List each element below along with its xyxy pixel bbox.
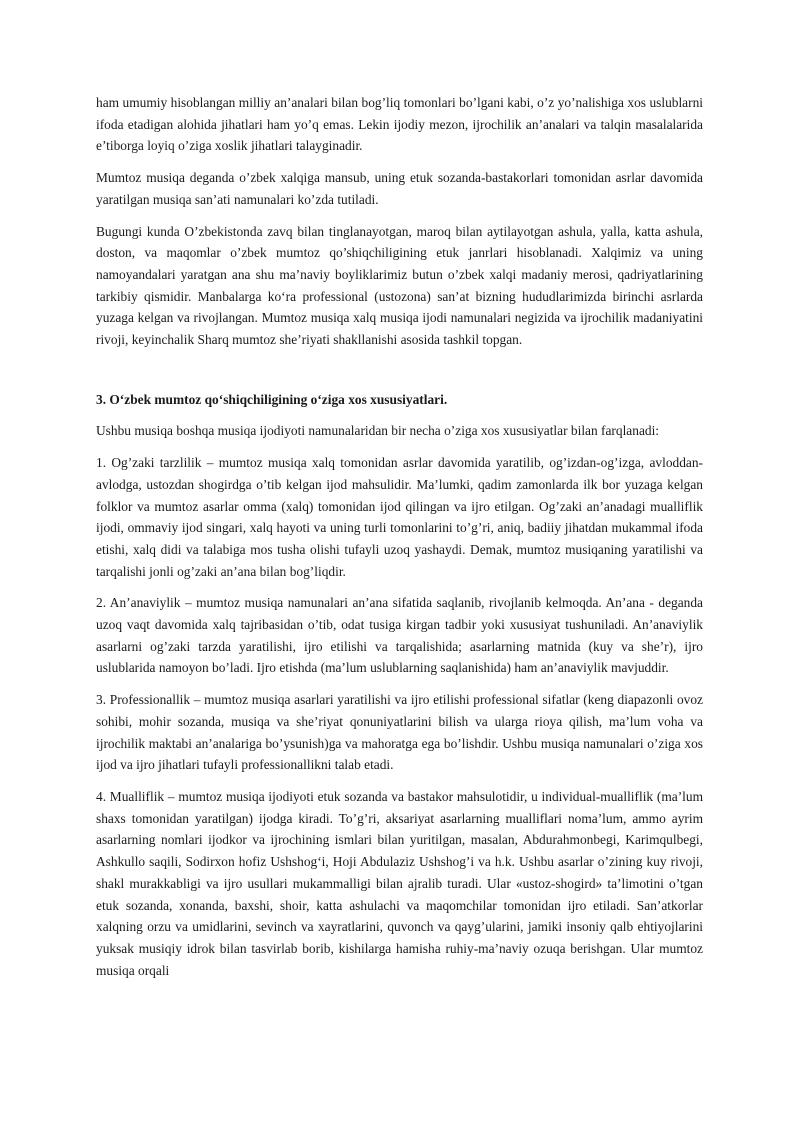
section-heading: 3. O‘zbek mumtoz qo‘shiqchiligining o‘ziga xos xususiyatlari. (96, 391, 448, 407)
paragraph-intro: ham umumiy hisoblangan milliy an’analari bilan bog’liq tomonlari bo’lgani kabi, o’z yo’nalishiga xos uslublarni ifoda etadigan alohida jihatlari ham yo’q emas. Lekin ijodiy mezon, ijrochilik an’analari va talqin masalalarida e’tiborga loyiq o’ziga xoslik jihatlari talayginadir. (96, 95, 703, 154)
paragraph-professionalism: 3. Professionallik – mumtoz musiqa asarlari yaratilishi va ijro etilishi professional sifatlar (keng diapazonli ovoz sohibi, mohir sozanda, musiqa va she’riyat qonuniyatlarini bilish va ularga rioya qilish, ma’lum voha va ijrochilik maktabi an’analariga bo’ysunish)ga va mahoratga ega bo’lishdir. Ushbu musiqa namunalari o’ziga xos ijod va ijro jihatlari tufayli professionallikni talab etadi. (96, 692, 703, 773)
paragraph-traditionality: 2. An’anaviylik – mumtoz musiqa namunalari an’ana sifatida saqlanib, rivojlanib kelmoqda. An’ana - deganda uzoq vaqt davomida xalq tajribasidan o’tib, odat tusiga kirgan tadbir yoki xususiyat tushuniladi. An’anaviylik asarlarni og’zaki tarzda yaratilishi, ijro etilishi va tarqalishida; asarlarning matnida (kuy va she’r), ijro uslublarida namoyon bo’ladi. Ijro etishda (ma’lum uslublarning saqlanishida) ham an’anaviylik mavjuddir. (96, 595, 703, 676)
document-page (96, 92, 703, 991)
paragraph-genres: Bugungi kunda O’zbekistonda zavq bilan tinglanayotgan, maroq bilan aytilayotgan ashula, yalla, katta ashula, doston, va maqomlar o’zbek mumtoz qo’shiqchiligining etuk janrlari hisoblanadi. Xalqimiz va uning namoyandalari yaratgan ana shu ma’naviy boyliklarimiz butun o’zbek xalqi madaniy merosi, qadriyatlarining tarkibiy qismidir. Manbalarga ko‘ra professional (ustozona) san’at bizning hududlarimizda birinchi asrlarda yuzaga kelgan va rivojlangan. Mumtoz musiqa xalq musiqa ijodi namunalari negizida va ijrochilik madaniyatini rivoji, keyinchalik Sharq mumtoz she’riyati shakllanishi asosida tashkil topgan. (96, 223, 703, 348)
paragraph-features-intro: Ushbu musiqa boshqa musiqa ijodiyoti namunalaridan bir necha o’ziga xos xususiyatlar bilan farqlanadi: (96, 423, 660, 439)
paragraph-authorship: 4. Mualliflik – mumtoz musiqa ijodiyoti etuk sozanda va bastakor mahsulotidir, u individual-mualliflik (ma’lum shaxs tomonidan yaratilgan) ijodga kiradi. To’g’ri, aksariyat asarlarning mualliflari noma’lum, ammo ayrim asarlarning nomlari ijodkor va ijrochining ismlari bilan yuritilgan, masalan, Abdurahmonbegi, Karimqulbegi, Ashkullo saqili, Sodirxon hofiz Ushshog‘i, Hoji Abdulaziz Ushshog’i va h.k. Ushbu asarlar o’zining kuy rivoji, shakl murakkabligi va ijro usullari mukammalligi bilan ajralib turadi. Ular «ustoz-shogird» ta’limotini o’tgan etuk sozanda, xonanda, baxshi, shoir, katta ashulachi va maqomchilar tomonidan ijro etiladi. San’atkorlar xalqning orzu va umidlarini, sevinch va xayratlarini, quvonch va qayg’ularini, jamiki insoniy qalb ehtiyojlarini yuksak musiqiy idrok bilan tasvirlab borib, kishilarga hamisha ruhiy-ma’naviy ozuqa berishgan. Ular mumtoz musiqa orqali (96, 788, 703, 978)
paragraph-definition: Mumtoz musiqa deganda o’zbek xalqiga mansub, uning etuk sozanda-bastakorlari tomonidan asrlar davomida yaratilgan musiqa san’ati namunalari ko’zda tutiladi. (96, 170, 703, 207)
paragraph-oral-tradition: 1. Og’zaki tarzlilik – mumtoz musiqa xalq tomonidan asrlar davomida yaratilib, og’izdan-og’izga, avloddan-avlodga, ustozdan shogirdga o’tib kelgan ijod mahsulidir. Ma’lumki, qadim zamonlarda ilk bor yuzaga kelgan folklor va mumtoz asarlar omma (xalq) tomonidan ijod qilingan va ijro etilgan. Og’zaki an’anadagi mualliflik ijodi, ommaviy ijod singari, xalq hayoti va uning turli tomonlarini to’g’ri, aniq, badiiy jihatdan mukammal ifoda etishi, xalq didi va talabiga mos tusha olishi tufayli uzoq yashaydi. Demak, mumtoz musiqaning yaratilishi va tarqalishi jonli og’zaki an’ana bilan bog’liqdir. (96, 455, 703, 579)
